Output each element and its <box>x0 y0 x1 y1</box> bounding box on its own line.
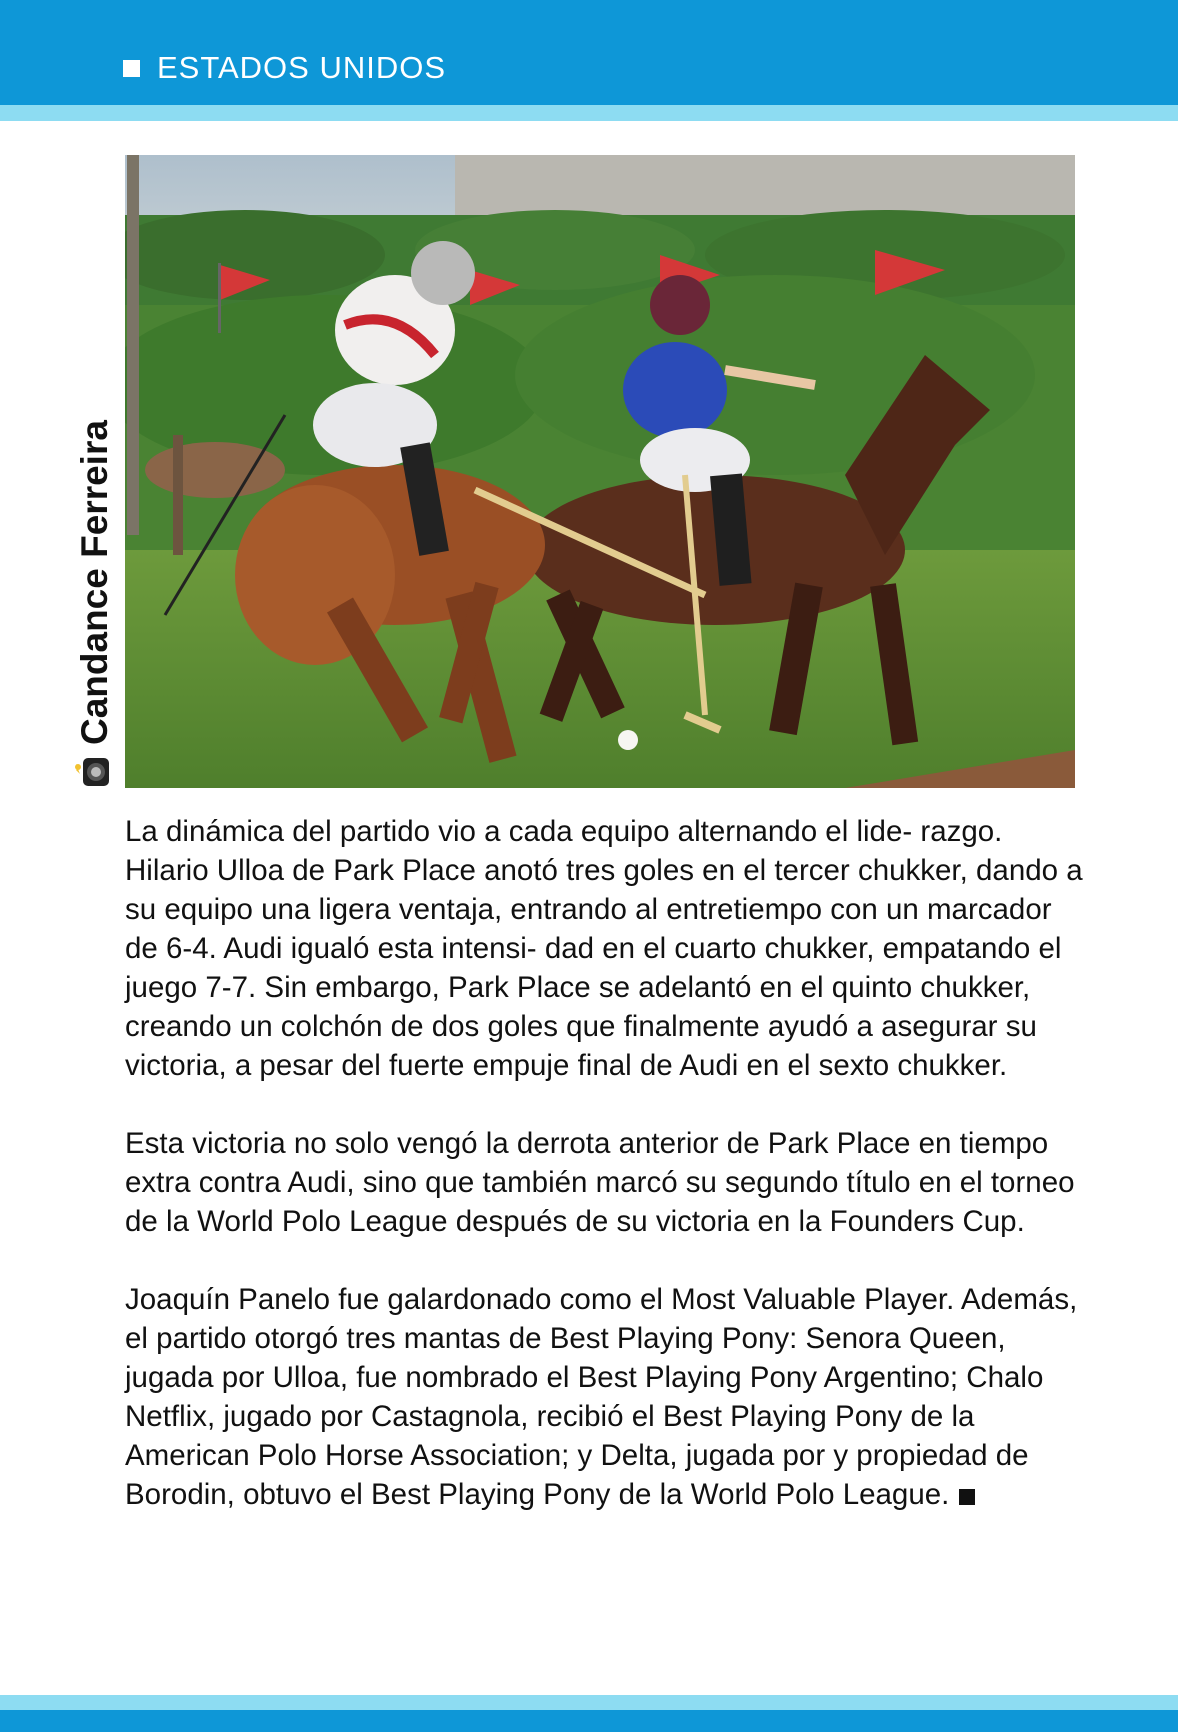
footer-bar <box>0 1710 1178 1732</box>
section-square-icon <box>123 60 140 77</box>
end-square-icon <box>959 1489 975 1505</box>
section-title: ESTADOS UNIDOS <box>157 50 447 85</box>
camera-icon <box>72 754 110 790</box>
article-paragraph-2: Esta victoria no solo vengó la derrota anterior de Park Place en tiempo extra contra Audi, sino que también marcó su segundo título en el torneo de la World Polo League después de su victoria en la Founders Cup. <box>125 1127 1075 1238</box>
article-paragraph-3-text: Joaquín Panelo fue galardonado como el Most Valuable Player. Además, el partido otorgó tres mantas de Best Playing Pony: Senora Queen, jugada por Ulloa, fue nombrado el Best Playing Pony Argentino; Chalo Netflix, jugado por Castagnola, recibió el Best Playing Pony de la American Polo Horse Association; y Delta, jugada por y propiedad de Borodin, obtuvo el Best Playing Pony de la World Polo League. <box>125 1283 1078 1511</box>
footer-stripe <box>0 1695 1178 1710</box>
polo-photo <box>125 155 1075 788</box>
photo-credit-text: Candance Ferreira <box>74 420 115 745</box>
article-paragraph-1: La dinámica del partido vio a cada equipo alternando el lide- razgo. Hilario Ulloa de Park Place anotó tres goles en el tercer chukker, dando a su equipo una ligera ventaja, entrando al entretiempo con un marcador de 6-4. Audi igualó esta intensi- dad en el cuarto chukker, empatando el juego 7-7. Sin embargo, Park Place se adelantó en el quinto chukker, creando un colchón de dos goles que finalmente ayudó a asegurar su victoria, a pesar del fuerte empuje final de Audi en el sexto chukker. <box>125 815 1083 1082</box>
article-paragraph-3 <box>125 1280 1085 1514</box>
section-label <box>123 48 446 88</box>
header-stripe <box>0 105 1178 121</box>
article-body <box>125 812 1085 1553</box>
photo-credit <box>72 390 118 790</box>
